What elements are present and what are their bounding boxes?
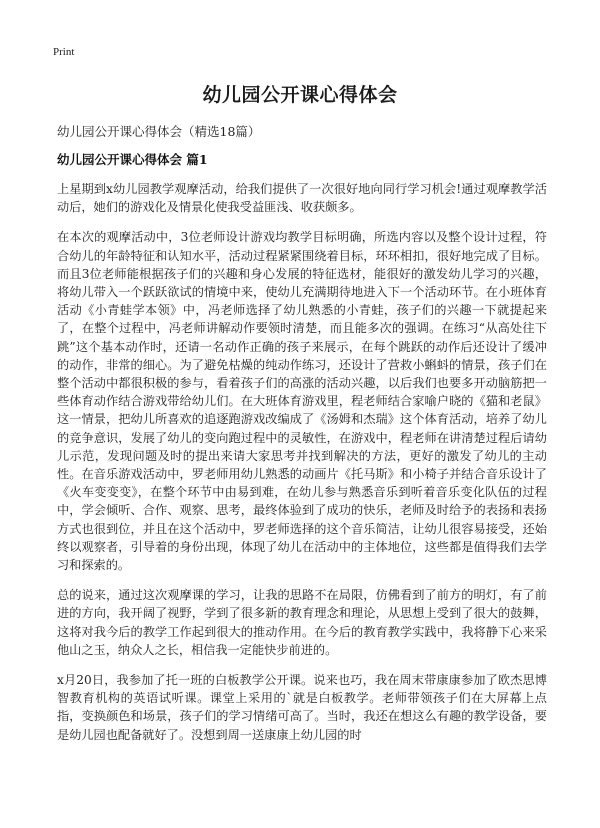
paragraph-4: x月20日，我参加了托一班的白板教学公开课。说来也巧，我在周末带康康参加了欧杰思博智教育机构的英语试听课。课堂上采用的`就是白板教学。老师带领孩子们在大屏幕上点指，变换颜色和场景，孩子们的学习情绪可高了。当时，我还在想这么有趣的教学设备，要是幼儿园也配备就好了。没想到周一送康康上幼儿园的时 bbox=[57, 673, 547, 742]
section-heading: 幼儿园公开课心得体会 篇1 bbox=[57, 152, 208, 167]
paragraph-1: 上星期到x幼儿园教学观摩活动，给我们提供了一次很好地向同行学习机会!通过观摩教学活动后，她们的游戏化及情景化使我受益匪浅、收获颇多。 bbox=[57, 182, 547, 215]
print-link[interactable]: Print bbox=[53, 46, 75, 58]
article-body bbox=[57, 180, 547, 756]
page-subtitle: 幼儿园公开课心得体会（精选18篇） bbox=[57, 124, 261, 139]
page-title: 幼儿园公开课心得体会 bbox=[202, 84, 398, 106]
paragraph-2: 在本次的观摩活动中，3位老师设计游戏均教学目标明确，所选内容以及整个设计过程，符合幼儿的年龄特征和认知水平，活动过程紧紧围绕着目标，环环相扣，很好地完成了目标。而且3位老师能根据孩子们的兴趣和身心发展的特征选材，能很好的激发幼儿学习的兴趣，将幼儿带入一个跃跃欲试的情境中来，使幼儿充满期待地进入下一个活动环节。在小班体育活动《小青蛙学本领》中，冯老师选择了幼儿熟悉的小青蛙，孩子们的兴趣一下就提起来了，在整个过程中，冯老师讲解动作要领时清楚，而且能多次的强调。在练习“从高处往下跳”这个基本动作时，还请一名动作正确的孩子来展示，在每个跳跃的动作后还设计了缓冲的动作，非常的细心。为了避免枯燥的纯动作练习，还设计了营救小蝌蚪的情景，孩子们在整个活动中都很积极的参与，看着孩子们的高涨的活动兴趣，以后我们也要多开动脑筋把一些体育动作结合游戏带给幼儿们。在大班体育游戏里，程老师结合家喻户晓的《猫和老鼠》这一情景，把幼儿所喜欢的追逐跑游戏改编成了《汤姆和杰瑞》这个体育活动，培养了幼儿的竞争意识，发展了幼儿的变向跑过程中的灵敏性，在游戏中，程老师在讲清楚过程后请幼儿示范，发现问题及时的提出来请大家思考并找到解决的方法，更好的激发了幼儿的主动性。在音乐游戏活动中，罗老师用幼儿熟悉的动画片《托马斯》和小椅子并结合音乐设计了《火车变变变》，在整个环节中由易到难，在幼儿参与熟悉音乐到听着音乐变化队伍的过程中，学会倾听、合作、观察、思考，最终体验到了成功的快乐，老师及时给予的表扬和表扬方式也很到位，并且在这个活动中，罗老师选择的这个音乐简洁，让幼儿很容易接受，还始终以观察者，引导着的身份出现，体现了幼儿在活动中的主体地位，这些都是值得我们去学习和探索的。 bbox=[57, 230, 547, 573]
paragraph-3: 总的说来，通过这次观摩课的学习，让我的思路不在局限，仿佛看到了前方的明灯，有了前进的方向，我开阔了视野，学到了很多新的教育理念和理论，从思想上受到了很大的鼓舞，这将对我今后的教学工作起到很大的推动作用。在今后的教育教学实践中，我将静下心来采他山之玉，纳众人之长，相信我一定能快步前进的。 bbox=[57, 588, 547, 657]
